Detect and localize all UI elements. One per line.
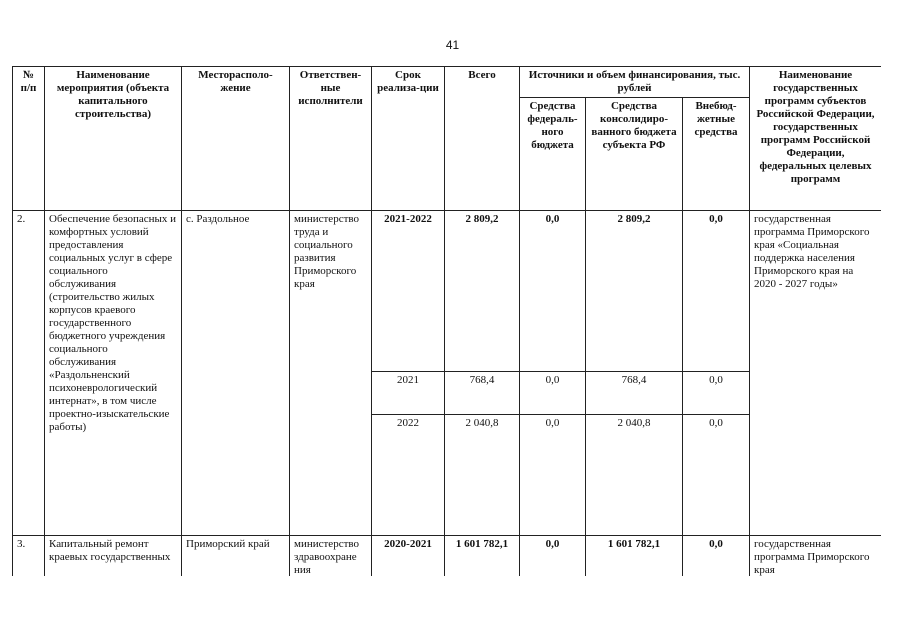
header-name: Наименование мероприятия (объекта капитального строительства) — [45, 67, 182, 211]
row-extra: 0,0 — [683, 536, 750, 577]
row-federal: 0,0 — [520, 536, 586, 577]
row-extra: 0,0 — [683, 372, 750, 415]
row-period: 2021 — [372, 372, 445, 415]
header-row — [13, 67, 882, 98]
header-sources: Источники и объем финансирования, тыс. рублей — [520, 67, 750, 98]
row-total: 768,4 — [445, 372, 520, 415]
row-name: Обеспечение безопасных и комфортных условий предоставления социальных услуг в сфере социального обслуживания (строительство жилых корпусов краевого государственного бюджетного учреждения социального обслуживания «Раздольненский психоневрологический интернат», в том числе проектно-изыскательские работы) — [45, 211, 182, 536]
row-consolidated: 2 809,2 — [586, 211, 683, 372]
row-period: 2021-2022 — [372, 211, 445, 372]
header-period: Срок реализа-ции — [372, 67, 445, 211]
row-federal: 0,0 — [520, 415, 586, 536]
row-extra: 0,0 — [683, 211, 750, 372]
table-container — [12, 66, 881, 576]
row-period: 2022 — [372, 415, 445, 536]
row-consolidated: 768,4 — [586, 372, 683, 415]
row-total: 1 601 782,1 — [445, 536, 520, 577]
row-federal: 0,0 — [520, 211, 586, 372]
header-federal: Средства федераль-ного бюджета — [520, 98, 586, 211]
page-number: 41 — [445, 38, 460, 52]
row-location: Приморский край — [182, 536, 290, 577]
row-federal: 0,0 — [520, 372, 586, 415]
table-row — [13, 536, 882, 577]
table-row — [13, 211, 882, 372]
row-num: 2. — [13, 211, 45, 536]
row-total: 2 040,8 — [445, 415, 520, 536]
row-program: государственная программа Приморского края «Социальная поддержка населения Приморского края на 2020 - 2027 годы» — [750, 211, 882, 536]
row-consolidated: 2 040,8 — [586, 415, 683, 536]
row-extra: 0,0 — [683, 415, 750, 536]
header-total: Всего — [445, 67, 520, 211]
row-location: с. Раздольное — [182, 211, 290, 536]
header-programs: Наименование государственных программ субъектов Российской Федерации, государственных программ Российской Федерации, федеральных целевых программ — [750, 67, 882, 211]
row-num: 3. — [13, 536, 45, 577]
row-program: государственная программа Приморского края — [750, 536, 882, 577]
row-consolidated: 1 601 782,1 — [586, 536, 683, 577]
header-num: № п/п — [13, 67, 45, 211]
row-executors: министерство труда и социального развития Приморского края — [290, 211, 372, 536]
financing-table — [12, 66, 881, 576]
row-total: 2 809,2 — [445, 211, 520, 372]
header-extra: Внебюд-жетные средства — [683, 98, 750, 211]
header-executors: Ответствен-ные исполнители — [290, 67, 372, 211]
header-consolidated: Средства консолидиро-ванного бюджета субъекта РФ — [586, 98, 683, 211]
row-period: 2020-2021 — [372, 536, 445, 577]
header-location: Месторасполо-жение — [182, 67, 290, 211]
row-executors: министерство здравоохране ния — [290, 536, 372, 577]
row-name: Капитальный ремонт краевых государственных — [45, 536, 182, 577]
